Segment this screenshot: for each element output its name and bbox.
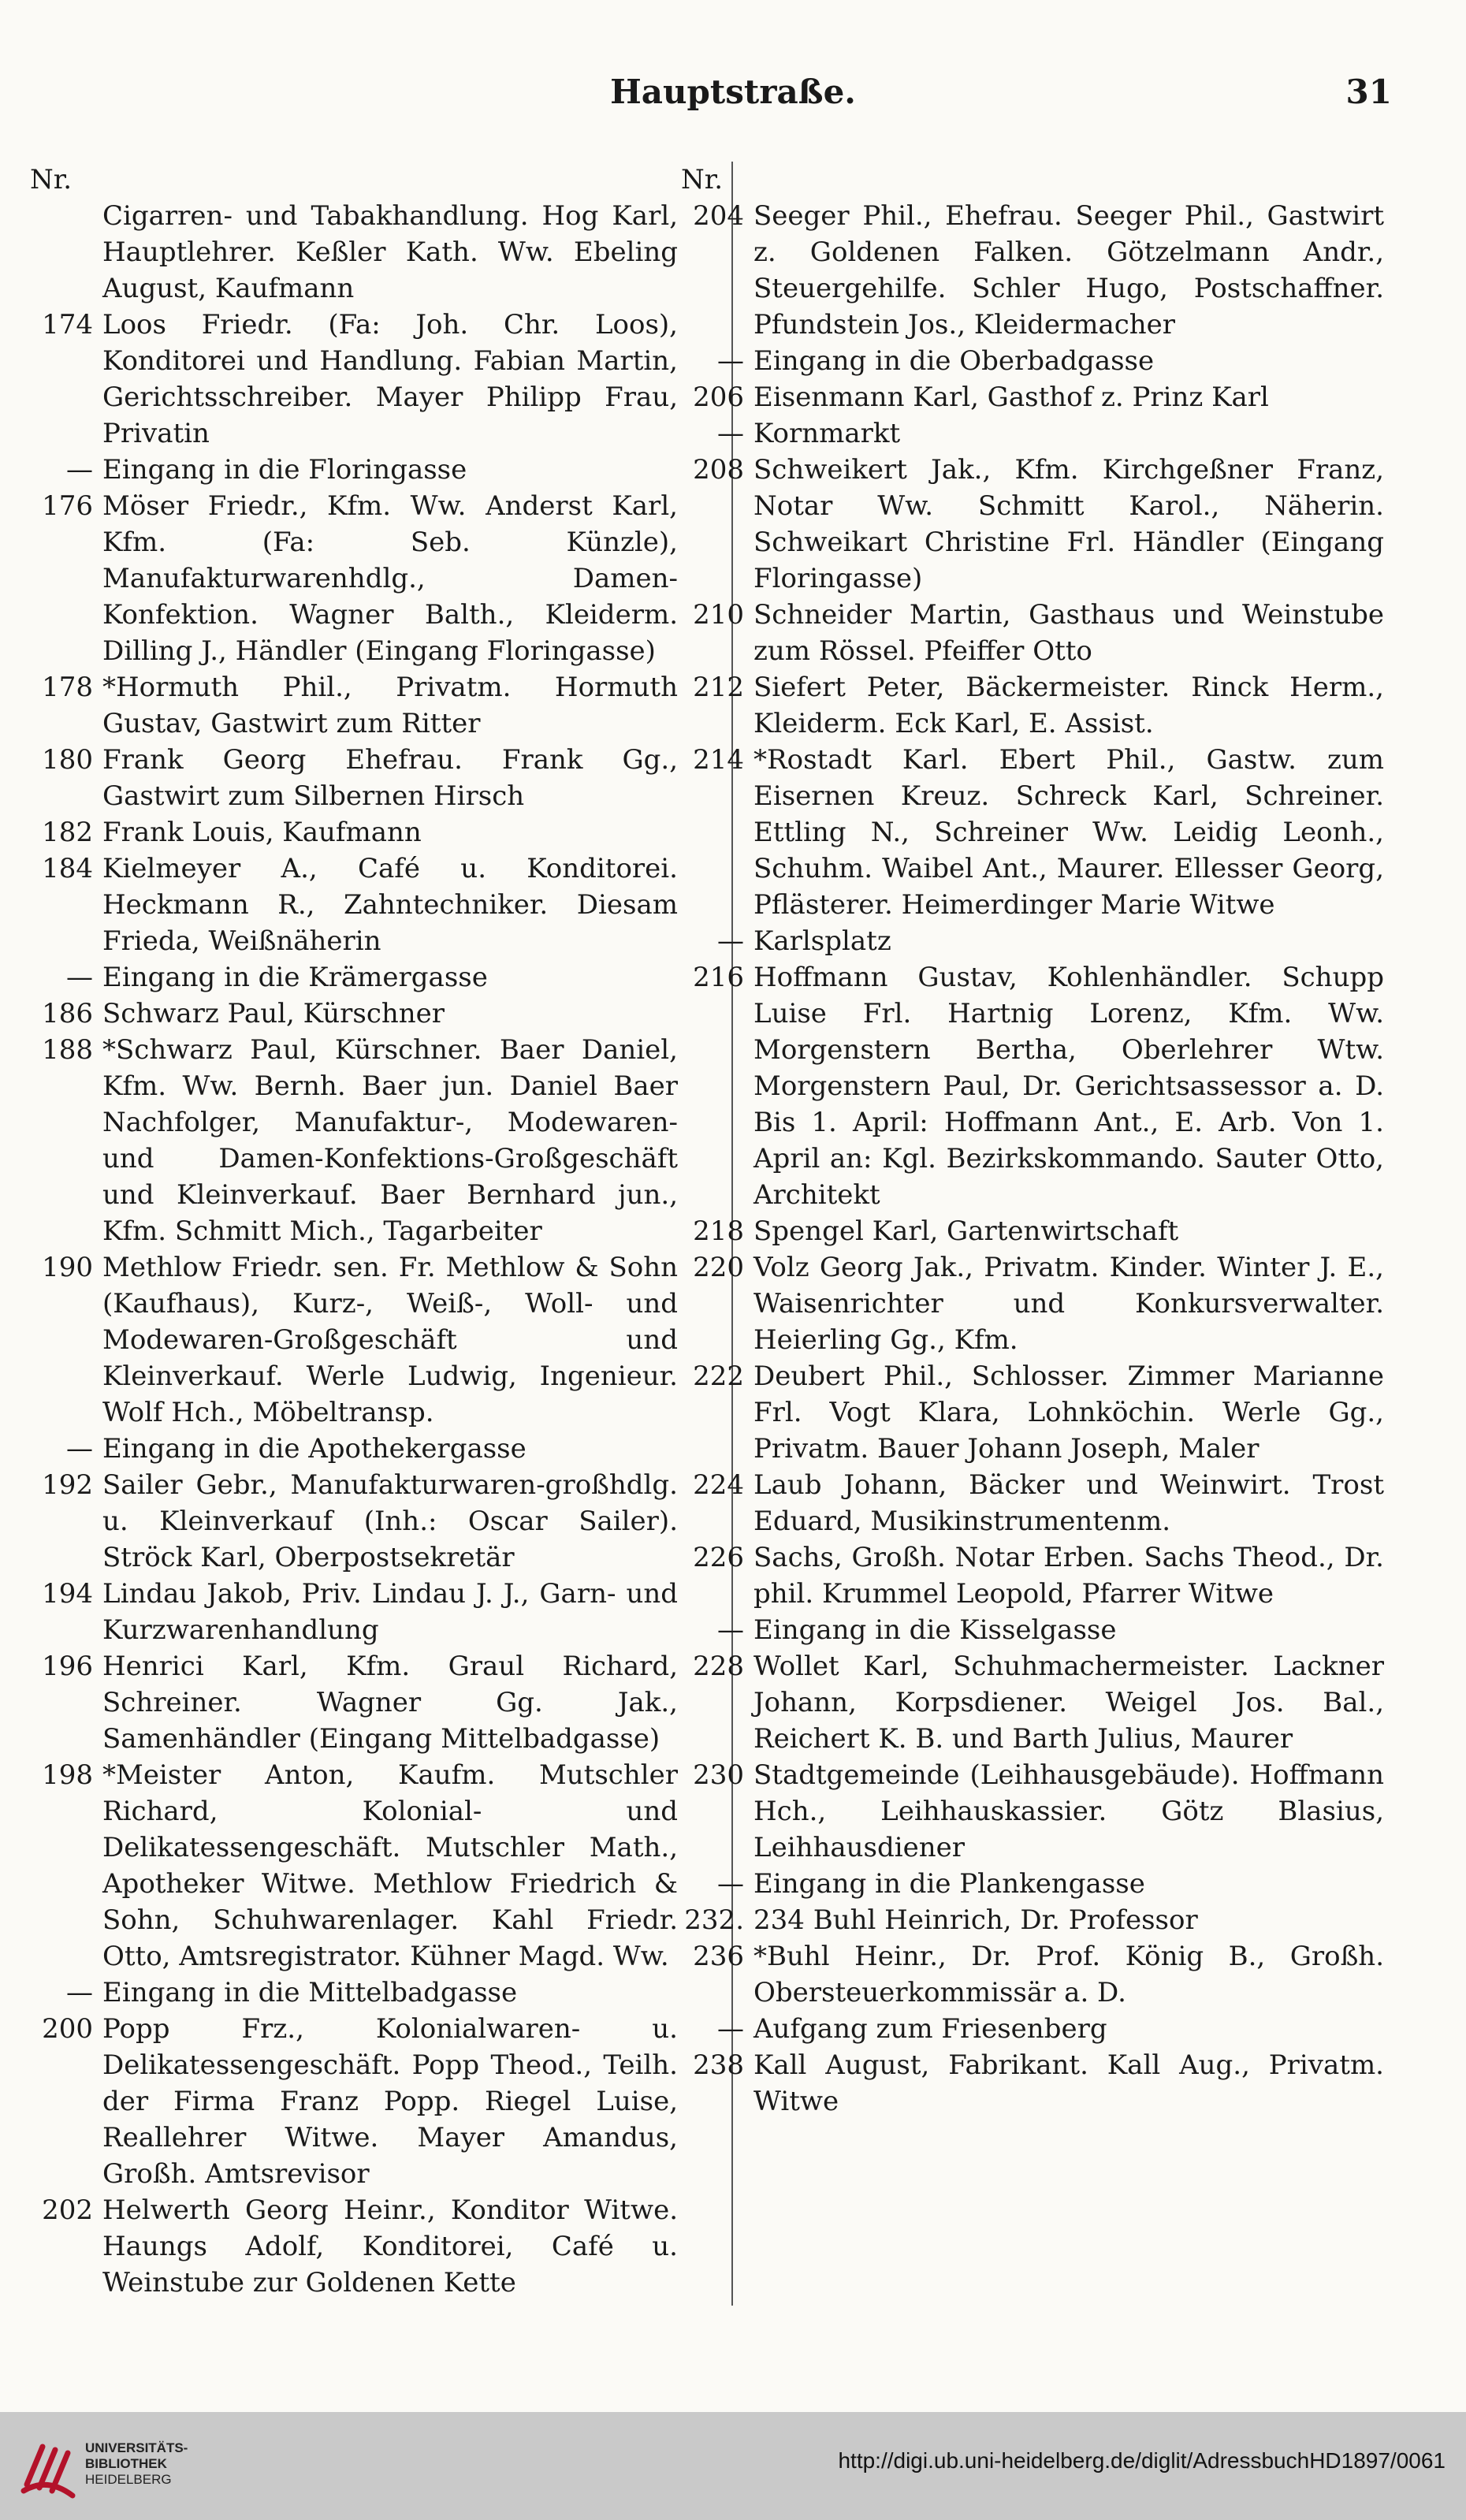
entry-text: Wollet Karl, Schuhmachermeister. Lackner Johann, Korpsdiener. Weigel Jos. Bal., Reichert K. B. und Barth Julius, Maurer <box>753 1651 1384 1755</box>
left-column-entry <box>42 2011 678 2192</box>
running-header <box>0 73 1466 120</box>
right-column-entry <box>693 1648 1384 1757</box>
right-column-entry <box>693 452 1384 597</box>
house-number: 218 <box>693 1215 744 1247</box>
house-number: 198 <box>42 1759 93 1791</box>
house-number: 236 <box>693 1941 744 1972</box>
house-number: 200 <box>42 2013 93 2045</box>
entry-text: *Meister Anton, Kaufm. Mutschler Richard, Kolonial- und Delikatessengeschäft. Mutschler Math., Apotheker Witwe. Methlow Friedrich & Sohn, Schuhwarenlager. Kahl Friedr. Otto, Amtsregistrator. Kühner Magd. Ww. <box>102 1759 678 1972</box>
house-number: 186 <box>42 998 93 1029</box>
right-column-entry <box>717 923 1384 959</box>
entry-text: Sailer Gebr., Manufakturwaren-großhdlg. u. Kleinverkauf (Inh.: Oscar Sailer). Ströck Karl, Oberpostsekretär <box>102 1469 678 1573</box>
left-column-entry <box>42 2192 678 2301</box>
entry-text: Cigarren- und Tabakhandlung. Hog Karl, Hauptlehrer. Keßler Kath. Ww. Ebeling August, Kaufmann <box>102 200 678 304</box>
entry-text: Seeger Phil., Ehefrau. Seeger Phil., Gastwirt z. Goldenen Falken. Götzelmann Andr., Steuergehilfe. Schler Hugo, Postschaffner. Pfundstein Jos., Kleidermacher <box>753 200 1384 341</box>
entry-text: Loos Friedr. (Fa: Joh. Chr. Loos), Konditorei und Handlung. Fabian Martin, Gerichtsschreiber. Mayer Philipp Frau, Privatin <box>102 309 678 449</box>
house-number: — <box>717 1614 744 1646</box>
house-number: 228 <box>693 1651 744 1682</box>
right-column-entry <box>693 198 1384 343</box>
footer-bar <box>0 2412 1466 2520</box>
house-number: 212 <box>693 672 744 703</box>
left-column-entry <box>42 1249 678 1431</box>
entry-text: *Buhl Heinr., Dr. Prof. König B., Großh. Obersteuerkommissär a. D. <box>753 1941 1384 2008</box>
left-column-entry <box>42 669 678 742</box>
left-column-entry <box>42 1032 678 1249</box>
house-number: 202 <box>42 2194 93 2226</box>
entry-text: Kornmarkt <box>753 418 901 449</box>
left-column-entry <box>66 959 678 996</box>
house-number: 204 <box>693 200 744 232</box>
house-number: 206 <box>693 382 744 413</box>
right-column-entry <box>717 1866 1384 1902</box>
right-column-entry <box>693 742 1384 923</box>
house-number: 196 <box>42 1651 93 1682</box>
university-library-logo-icon <box>16 2429 79 2500</box>
right-column-entry <box>693 1757 1384 1866</box>
house-number: 188 <box>42 1034 93 1066</box>
entry-text: Spengel Karl, Gartenwirtschaft <box>753 1215 1179 1247</box>
house-number: 226 <box>693 1542 744 1573</box>
right-column <box>681 162 1384 2120</box>
house-number: 222 <box>693 1361 744 1392</box>
entry-text: Eingang in die Apothekergasse <box>102 1433 526 1465</box>
library-name-line-2: BIBLIOTHEK <box>85 2456 167 2471</box>
library-name-line-1: UNIVERSITÄTS- <box>85 2440 188 2455</box>
entry-text: Hoffmann Gustav, Kohlenhändler. Schupp Luise Frl. Hartnig Lorenz, Kfm. Ww. Morgenstern Bertha, Oberlehrer Wtw. Morgenstern Paul, Dr. Gerichtsassessor a. D. Bis 1. April: Hoffmann Ant., E. Arb. Von 1. April an: Kgl. Bezirkskommando. Sauter Otto, Architekt <box>753 962 1384 1211</box>
house-number: 176 <box>42 490 93 522</box>
entry-text: Helwerth Georg Heinr., Konditor Witwe. Haungs Adolf, Konditorei, Café u. Weinstube zur Goldenen Kette <box>102 2194 678 2299</box>
house-number: 194 <box>42 1578 93 1610</box>
entry-text: Stadtgemeinde (Leihhausgebäude). Hoffmann Hch., Leihhauskassier. Götz Blasius, Leihhausdiener <box>753 1759 1384 1863</box>
entry-text: Frank Georg Ehefrau. Frank Gg., Gastwirt zum Silbernen Hirsch <box>102 744 678 812</box>
left-column-entry <box>42 1757 678 1975</box>
house-number: 174 <box>42 309 93 341</box>
left-column-entry <box>66 1431 678 1467</box>
entry-text: Eingang in die Krämergasse <box>102 962 488 993</box>
entry-text: Lindau Jakob, Priv. Lindau J. J., Garn- und Kurzwarenhandlung <box>102 1578 678 1646</box>
entry-text: Aufgang zum Friesenberg <box>753 2013 1107 2045</box>
right-column-entry <box>684 1902 1384 1938</box>
library-name <box>85 2440 188 2488</box>
house-number: 214 <box>693 744 744 776</box>
house-number: — <box>66 1977 93 2008</box>
right-column-entry <box>717 343 1384 379</box>
house-number: 182 <box>42 817 93 848</box>
entry-text: Eisenmann Karl, Gasthof z. Prinz Karl <box>753 382 1269 413</box>
right-column-entry <box>693 1249 1384 1358</box>
entry-text: Karlsplatz <box>753 925 891 957</box>
house-number: 232. <box>684 1904 744 1936</box>
entry-text: Laub Johann, Bäcker und Weinwirt. Trost Eduard, Musikinstrumentenm. <box>753 1469 1384 1537</box>
house-number: — <box>717 2013 744 2045</box>
entry-text: Kall August, Fabrikant. Kall Aug., Privatm. Witwe <box>753 2049 1384 2117</box>
entry-text: Möser Friedr., Kfm. Ww. Anderst Karl, Kfm. (Fa: Seb. Künzle), Manufakturwarenhdlg., Damen-Konfektion. Wagner Balth., Kleiderm. Dilling J., Händler (Eingang Floringasse) <box>102 490 678 667</box>
left-column-entry <box>42 996 678 1032</box>
right-column-entry <box>717 415 1384 452</box>
house-number: — <box>66 454 93 486</box>
right-column-nr-label: Nr. <box>681 164 724 195</box>
house-number: — <box>66 962 93 993</box>
house-number: — <box>717 418 744 449</box>
house-number: 230 <box>693 1759 744 1791</box>
left-column-entry <box>42 1467 678 1576</box>
entry-text: 234 Buhl Heinrich, Dr. Professor <box>753 1904 1198 1936</box>
right-column-entry <box>693 2047 1384 2120</box>
source-url-link[interactable]: http://digi.ub.uni-heidelberg.de/diglit/AdressbuchHD1897/0061 <box>838 2448 1446 2473</box>
left-column-entry <box>66 452 678 488</box>
house-number: — <box>66 1433 93 1465</box>
right-column-entry <box>717 2011 1384 2047</box>
left-column-entry <box>42 851 678 959</box>
entry-text: Schneider Martin, Gasthaus und Weinstube zum Rössel. Pfeiffer Otto <box>753 599 1384 667</box>
house-number: 208 <box>693 454 744 486</box>
entry-text: Siefert Peter, Bäckermeister. Rinck Herm., Kleiderm. Eck Karl, E. Assist. <box>753 672 1384 739</box>
right-column-entry <box>693 669 1384 742</box>
right-column-entry <box>693 1467 1384 1539</box>
house-number: 216 <box>693 962 744 993</box>
entry-text: Eingang in die Oberbadgasse <box>753 345 1155 377</box>
right-column-entry <box>693 1358 1384 1467</box>
house-number: 224 <box>693 1469 744 1501</box>
entry-text: Deubert Phil., Schlosser. Zimmer Marianne Frl. Vogt Klara, Lohnköchin. Werle Gg., Privatm. Bauer Johann Joseph, Maler <box>753 1361 1384 1465</box>
entry-text: Frank Louis, Kaufmann <box>102 817 422 848</box>
left-column-entry <box>42 814 678 851</box>
house-number: — <box>717 925 744 957</box>
house-number: 238 <box>693 2049 744 2081</box>
house-number: 192 <box>42 1469 93 1501</box>
page-number: 31 <box>1345 73 1392 111</box>
entry-text: Volz Georg Jak., Privatm. Kinder. Winter J. E., Waisenrichter und Konkursverwalter. Heierling Gg., Kfm. <box>753 1252 1384 1356</box>
right-column-entry <box>717 1612 1384 1648</box>
left-column-entry <box>42 307 678 452</box>
entry-text: Sachs, Großh. Notar Erben. Sachs Theod., Dr. phil. Krummel Leopold, Pfarrer Witwe <box>753 1542 1384 1610</box>
entry-text: Henrici Karl, Kfm. Graul Richard, Schreiner. Wagner Gg. Jak., Samenhändler (Eingang Mittelbadgasse) <box>102 1651 678 1755</box>
house-number: 210 <box>693 599 744 631</box>
entry-text: *Rostadt Karl. Ebert Phil., Gastw. zum Eisernen Kreuz. Schreck Karl, Schreiner. Ettling N., Schreiner Ww. Leidig Leonh., Schuhm. Waibel Ant., Maurer. Ellesser Georg, Pflästerer. Heimerdinger Marie Witwe <box>753 744 1384 921</box>
left-column-entry <box>42 742 678 814</box>
page-title: Hauptstraße. <box>610 73 856 111</box>
left-column-entry <box>66 1975 678 2011</box>
entry-text: Popp Frz., Kolonialwaren- u. Delikatessengeschäft. Popp Theod., Teilh. der Firma Franz Popp. Riegel Luise, Reallehrer Witwe. Mayer Amandus, Großh. Amtsrevisor <box>102 2013 678 2190</box>
entry-text: Schwarz Paul, Kürschner <box>102 998 445 1029</box>
house-number: 220 <box>693 1252 744 1283</box>
entry-text: *Hormuth Phil., Privatm. Hormuth Gustav, Gastwirt zum Ritter <box>102 672 678 739</box>
house-number: 190 <box>42 1252 93 1283</box>
left-column <box>30 162 678 2301</box>
left-column-entry <box>42 1648 678 1757</box>
right-column-entry <box>693 597 1384 669</box>
left-column-entry <box>42 1576 678 1648</box>
entry-text: Kielmeyer A., Café u. Konditorei. Heckmann R., Zahntechniker. Diesam Frieda, Weißnäherin <box>102 853 678 957</box>
left-column-entry <box>42 488 678 669</box>
entry-text: Eingang in die Plankengasse <box>753 1868 1145 1900</box>
right-column-entry <box>693 1213 1384 1249</box>
left-column-entry <box>102 198 678 307</box>
house-number: 180 <box>42 744 93 776</box>
entry-text: Eingang in die Kisselgasse <box>753 1614 1117 1646</box>
house-number: 178 <box>42 672 93 703</box>
library-name-line-3: HEIDELBERG <box>85 2472 172 2487</box>
house-number: 184 <box>42 853 93 884</box>
right-column-entry <box>693 379 1384 415</box>
house-number: — <box>717 345 744 377</box>
right-column-entry <box>693 1938 1384 2011</box>
entry-text: Eingang in die Floringasse <box>102 454 467 486</box>
entry-text: Schweikert Jak., Kfm. Kirchgeßner Franz, Notar Ww. Schmitt Karol., Näherin. Schweikart Christine Frl. Händler (Eingang Floringasse) <box>753 454 1384 594</box>
entry-text: *Schwarz Paul, Kürschner. Baer Daniel, Kfm. Ww. Bernh. Baer jun. Daniel Baer Nachfolger, Manufaktur-, Modewaren- und Damen-Konfektions-Großgeschäft und Kleinverkauf. Baer Bernhard jun., Kfm. Schmitt Mich., Tagarbeiter <box>102 1034 678 1247</box>
right-column-entry <box>693 959 1384 1213</box>
entry-text: Methlow Friedr. sen. Fr. Methlow & Sohn (Kaufhaus), Kurz-, Weiß-, Woll- und Modewaren-Großgeschäft und Kleinverkauf. Werle Ludwig, Ingenieur. Wolf Hch., Möbeltransp. <box>102 1252 678 1428</box>
house-number: — <box>717 1868 744 1900</box>
left-column-nr-label: Nr. <box>30 164 73 195</box>
entry-text: Eingang in die Mittelbadgasse <box>102 1977 518 2008</box>
right-column-entry <box>693 1539 1384 1612</box>
